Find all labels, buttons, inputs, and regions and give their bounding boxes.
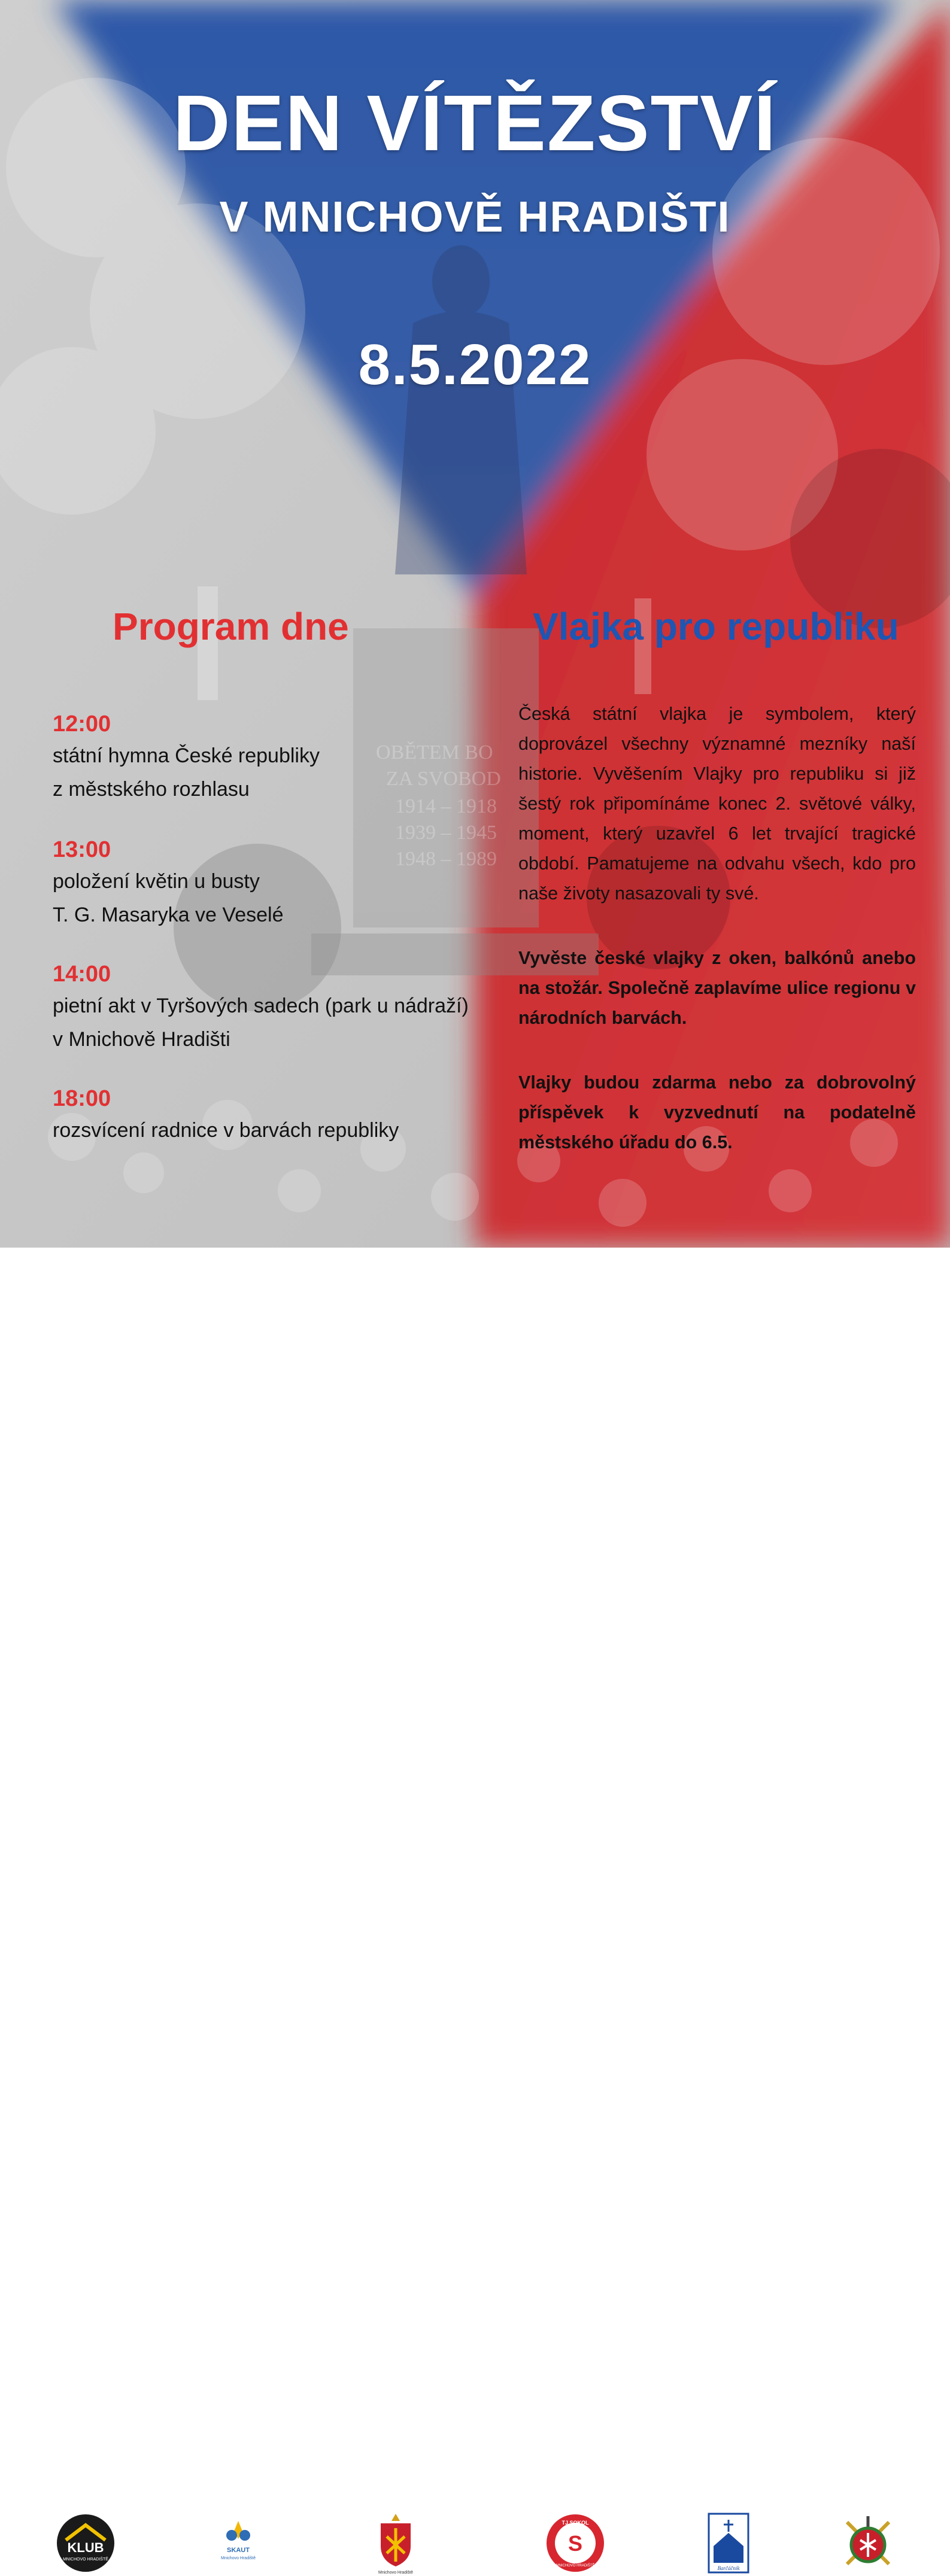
program-time: 14:00 bbox=[53, 962, 111, 987]
svg-text:S: S bbox=[567, 2531, 583, 2556]
page-title: DEN VÍTĚZSTVÍ bbox=[173, 79, 777, 167]
svg-text:MNICHOVO HRADIŠTĚ: MNICHOVO HRADIŠTĚ bbox=[63, 2557, 108, 2562]
program-desc: z městského rozhlasu bbox=[53, 778, 250, 801]
program-item bbox=[53, 1084, 399, 1147]
program-desc: státní hymna České republiky bbox=[53, 744, 320, 767]
city-crest-logo bbox=[363, 2510, 429, 2576]
monument-year3: 1948 – 1989 bbox=[395, 848, 497, 870]
program-time: 18:00 bbox=[53, 1086, 111, 1111]
skaut-logo bbox=[205, 2510, 271, 2576]
klub-logo bbox=[53, 2510, 119, 2576]
flag-paragraph-2: Vyvěste české vlajky z oken, balkónů anebo na stožár. Společně zaplavíme ulice regionu v národních barvách. bbox=[518, 948, 916, 1028]
svg-text:KLUB: KLUB bbox=[67, 2540, 104, 2555]
program-desc: pietní akt v Tyršových sadech (park u nádraží) bbox=[53, 994, 469, 1017]
flag-heading: Vlajka pro republiku bbox=[533, 605, 899, 648]
program-desc: v Mnichově Hradišti bbox=[53, 1028, 230, 1051]
svg-text:TJ SOKOL: TJ SOKOL bbox=[561, 2520, 589, 2526]
barcacnik-logo bbox=[696, 2510, 761, 2576]
program-item bbox=[53, 835, 284, 932]
svg-text:Mnichovo Hradiště: Mnichovo Hradiště bbox=[221, 2556, 256, 2560]
program-item bbox=[53, 709, 320, 806]
footer bbox=[0, 1248, 950, 2575]
svg-text:MNICHOVO HRADIŠTĚ: MNICHOVO HRADIŠTĚ bbox=[556, 2564, 595, 2568]
program-desc: rozsvícení radnice v barvách republiky bbox=[53, 1119, 399, 1142]
firefighters-logo bbox=[835, 2510, 901, 2576]
svg-text:SKAUT: SKAUT bbox=[227, 2547, 250, 2554]
event-date: 8.5.2022 bbox=[358, 333, 592, 397]
poster bbox=[0, 0, 950, 1248]
program-item bbox=[53, 959, 469, 1056]
page-subtitle: V MNICHOVĚ HRADIŠTI bbox=[219, 193, 731, 241]
program-time: 13:00 bbox=[53, 837, 111, 862]
program-desc: položení květin u busty bbox=[53, 870, 260, 893]
svg-text:Mnichovo Hradiště: Mnichovo Hradiště bbox=[378, 2571, 413, 2575]
tj-sokol-logo bbox=[542, 2510, 608, 2576]
program-desc: T. G. Masaryka ve Veselé bbox=[53, 904, 284, 926]
monument-year1: 1914 – 1918 bbox=[395, 795, 497, 817]
flag-paragraph-3: Vlajky budou zdarma nebo za dobrovolný příspěvek k vyzvednutí na podatelně městského úřadu do 6.5. bbox=[518, 1072, 916, 1152]
program-heading: Program dne bbox=[113, 605, 349, 648]
monument-line1: OBĚTEM BO bbox=[376, 741, 493, 764]
monument-line2: ZA SVOBOD bbox=[386, 768, 501, 790]
program-time: 12:00 bbox=[53, 711, 111, 737]
monument-year2: 1939 – 1945 bbox=[395, 822, 497, 844]
flag-paragraph-1: Česká státní vlajka je symbolem, který doprovázel všechny významné mezníky naší historie. Vyvěšením Vlajky pro republiku si již šestý rok připomínáme konec 2. světové války, moment, který uzavřel 6 let trvající tragické období. Pamatujeme na odvahu všech, kdo pro naše životy nasazovali ty své. bbox=[518, 704, 916, 904]
svg-text:Barčáčník: Barčáčník bbox=[717, 2565, 740, 2571]
